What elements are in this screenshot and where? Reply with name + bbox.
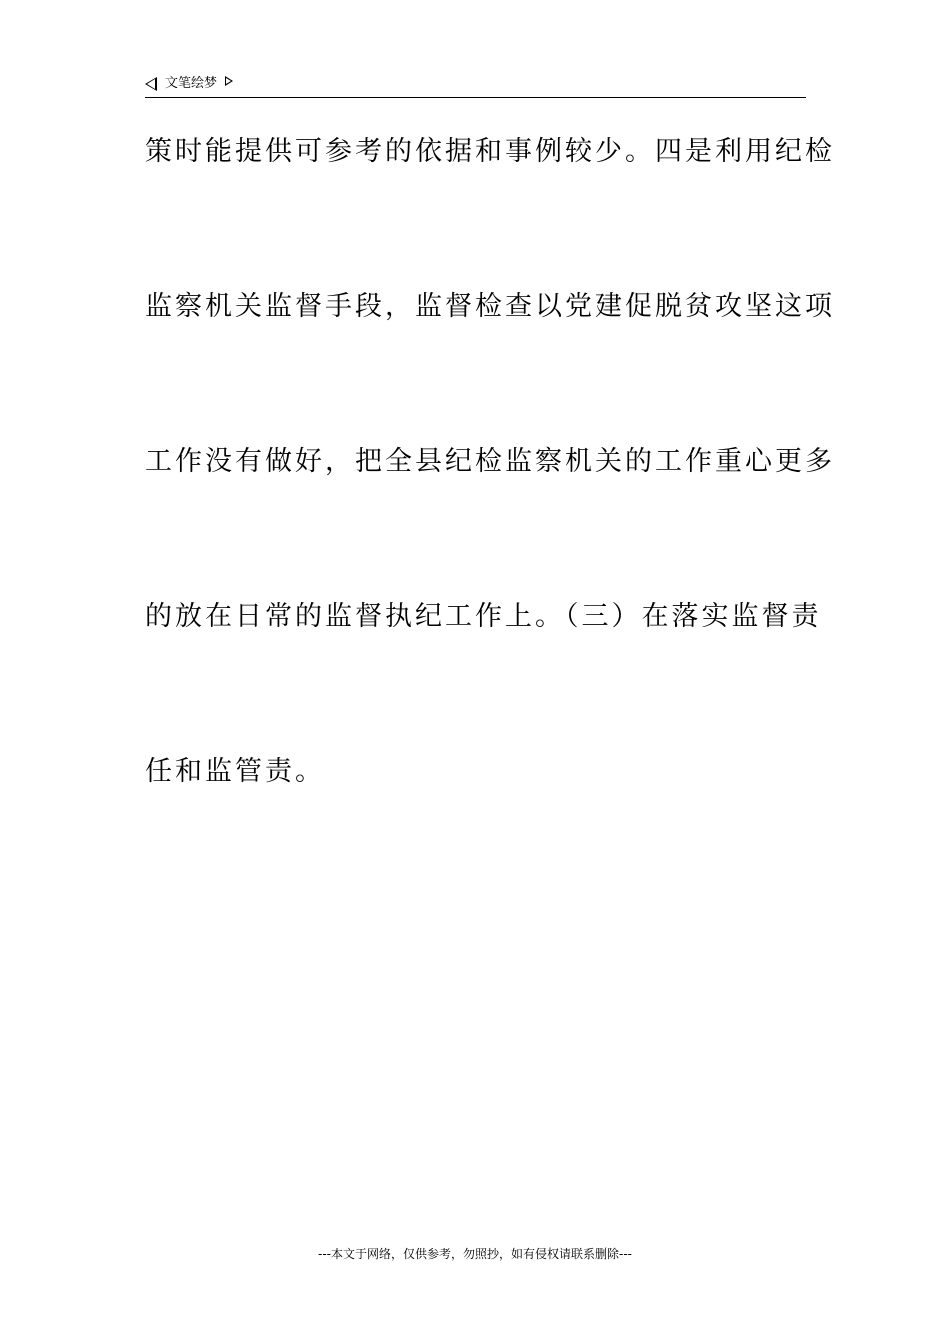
page-header: [145, 74, 806, 98]
body-line-4: 的放在日常的监督执纪工作上。（三）在落实监督责: [145, 601, 822, 632]
triangle-left-icon: [145, 77, 157, 91]
body-line-3: 工作没有做好，把全县纪检监察机关的工作重心更多: [145, 446, 835, 477]
body-line-1: 策时能提供可参考的依据和事例较少。四是利用纪检: [145, 136, 835, 167]
header-title: 文笔绘梦: [165, 76, 218, 91]
page-footer: ---本文于网络，仅供参考，勿照抄，如有侵权请联系删除---: [318, 1247, 632, 1261]
header-brand: [145, 74, 233, 94]
body-line-5: 任和监管责。: [145, 756, 325, 787]
triangle-right-icon: [225, 76, 233, 86]
document-body: [145, 126, 835, 901]
body-line-2: 监察机关监督手段，监督检查以党建促脱贫攻坚这项: [145, 291, 835, 322]
